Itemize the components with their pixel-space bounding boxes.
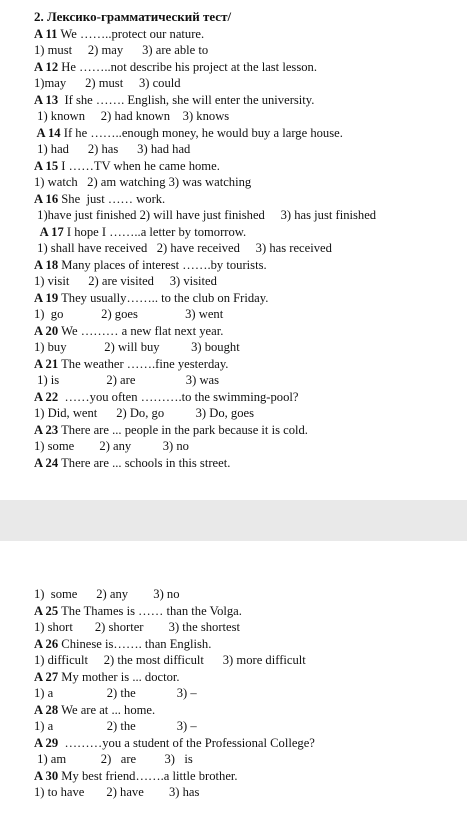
question-number: A 28 xyxy=(34,702,59,717)
answer-options-line xyxy=(34,718,467,735)
question-text: If she ……. English, she will enter the university. xyxy=(58,92,315,107)
answer-options-line xyxy=(34,141,467,158)
page-1-questions xyxy=(34,26,467,472)
answer-options: 1)may 2) must 3) could xyxy=(34,76,181,90)
question-text: Many places of interest …….by tourists. xyxy=(58,257,267,272)
answer-options-line xyxy=(34,438,467,455)
question-line xyxy=(34,59,467,76)
question-line xyxy=(34,356,467,373)
answer-options-line xyxy=(34,273,467,290)
answer-options-line xyxy=(34,372,467,389)
question-number: A 17 xyxy=(34,224,64,239)
answer-options: 1) a 2) the 3) – xyxy=(34,686,197,700)
question-line xyxy=(34,290,467,307)
question-text: We are at ... home. xyxy=(58,702,156,717)
answer-options: 1) Did, went 2) Do, go 3) Do, goes xyxy=(34,406,255,420)
answer-options-line xyxy=(34,42,467,59)
question-number: A 14 xyxy=(34,125,61,140)
question-line xyxy=(34,158,467,175)
question-line xyxy=(34,702,467,719)
question-line xyxy=(34,257,467,274)
answer-options: 1) visit 2) are visited 3) visited xyxy=(34,274,217,288)
document-page-2 xyxy=(0,541,467,816)
question-line xyxy=(34,125,467,142)
question-number: A 29 xyxy=(34,735,59,750)
question-line xyxy=(34,669,467,686)
question-line xyxy=(34,603,467,620)
question-line xyxy=(34,92,467,109)
question-number: A 23 xyxy=(34,422,59,437)
question-number: A 13 xyxy=(34,92,59,107)
answer-options: 1) known 2) had known 3) knows xyxy=(34,109,230,123)
question-number: A 16 xyxy=(34,191,59,206)
question-text: ………you a student of the Professional College? xyxy=(58,735,315,750)
answer-options-line xyxy=(34,207,467,224)
question-text: The Thames is …… than the Volga. xyxy=(58,603,242,618)
question-number: A 20 xyxy=(34,323,59,338)
question-line xyxy=(34,224,467,241)
answer-options: 1) some 2) any 3) no xyxy=(34,587,180,601)
page-2-questions xyxy=(34,586,467,801)
answer-options-line xyxy=(34,174,467,191)
question-line xyxy=(34,455,467,472)
answer-options-line xyxy=(34,685,467,702)
answer-options-line xyxy=(34,306,467,323)
question-line xyxy=(34,323,467,340)
question-text: The weather …….fine yesterday. xyxy=(58,356,229,371)
answer-options: 1) am 2) are 3) is xyxy=(34,752,193,766)
test-heading: 2. Лексико-грамматический тест/ xyxy=(34,9,232,24)
answer-options-line xyxy=(34,405,467,422)
answer-options: 1) to have 2) have 3) has xyxy=(34,785,200,799)
answer-options: 1)have just finished 2) will have just finished 3) has just finished xyxy=(34,208,377,222)
question-text: I hope I ……..a letter by tomorrow. xyxy=(63,224,247,239)
answer-options: 1) go 2) goes 3) went xyxy=(34,307,224,321)
question-text: We ……… a new flat next year. xyxy=(58,323,224,338)
question-line xyxy=(34,768,467,785)
answer-options: 1) is 2) are 3) was xyxy=(34,373,220,387)
answer-options-line xyxy=(34,751,467,768)
question-text: We ……..protect our nature. xyxy=(57,26,205,41)
question-number: A 30 xyxy=(34,768,59,783)
answer-options-line xyxy=(34,75,467,92)
question-number: A 21 xyxy=(34,356,59,371)
answer-options: 1) buy 2) will buy 3) bought xyxy=(34,340,240,354)
question-number: A 27 xyxy=(34,669,59,684)
question-text: They usually…….. to the club on Friday. xyxy=(58,290,269,305)
answer-options: 1) a 2) the 3) – xyxy=(34,719,197,733)
answer-options-line xyxy=(34,339,467,356)
question-number: A 22 xyxy=(34,389,59,404)
question-number: A 24 xyxy=(34,455,59,470)
question-number: A 26 xyxy=(34,636,59,651)
question-number: A 11 xyxy=(34,26,58,41)
answer-options: 1) watch 2) am watching 3) was watching xyxy=(34,175,252,189)
answer-options: 1) had 2) has 3) had had xyxy=(34,142,191,156)
question-number: A 25 xyxy=(34,603,59,618)
question-number: A 15 xyxy=(34,158,59,173)
question-number: A 12 xyxy=(34,59,59,74)
question-line xyxy=(34,26,467,43)
question-line xyxy=(34,422,467,439)
answer-options-line xyxy=(34,240,467,257)
question-text: ……you often ……….to the swimming-pool? xyxy=(58,389,299,404)
question-text: Chinese is……. than English. xyxy=(58,636,212,651)
question-line xyxy=(34,636,467,653)
question-text: There are ... schools in this street. xyxy=(58,455,231,470)
answer-options-line xyxy=(34,784,467,801)
question-text: My mother is ... doctor. xyxy=(58,669,180,684)
question-line xyxy=(34,191,467,208)
question-text: She just …… work. xyxy=(58,191,166,206)
question-line xyxy=(34,389,467,406)
answer-options-line xyxy=(34,586,467,603)
question-text: My best friend…….a little brother. xyxy=(58,768,238,783)
question-text: I ……TV when he came home. xyxy=(58,158,220,173)
answer-options: 1) some 2) any 3) no xyxy=(34,439,189,453)
question-text: There are ... people in the park because it is cold. xyxy=(58,422,308,437)
answer-options: 1) short 2) shorter 3) the shortest xyxy=(34,620,241,634)
question-number: A 18 xyxy=(34,257,59,272)
question-line xyxy=(34,735,467,752)
answer-options-line xyxy=(34,108,467,125)
question-number: A 19 xyxy=(34,290,59,305)
answer-options: 1) shall have received 2) have received 3) has received xyxy=(34,241,332,255)
answer-options-line xyxy=(34,652,467,669)
answer-options: 1) difficult 2) the most difficult 3) more difficult xyxy=(34,653,306,667)
answer-options: 1) must 2) may 3) are able to xyxy=(34,43,209,57)
question-text: He ……..not describe his project at the last lesson. xyxy=(58,59,317,74)
answer-options-line xyxy=(34,619,467,636)
question-text: If he ……..enough money, he would buy a large house. xyxy=(60,125,343,140)
